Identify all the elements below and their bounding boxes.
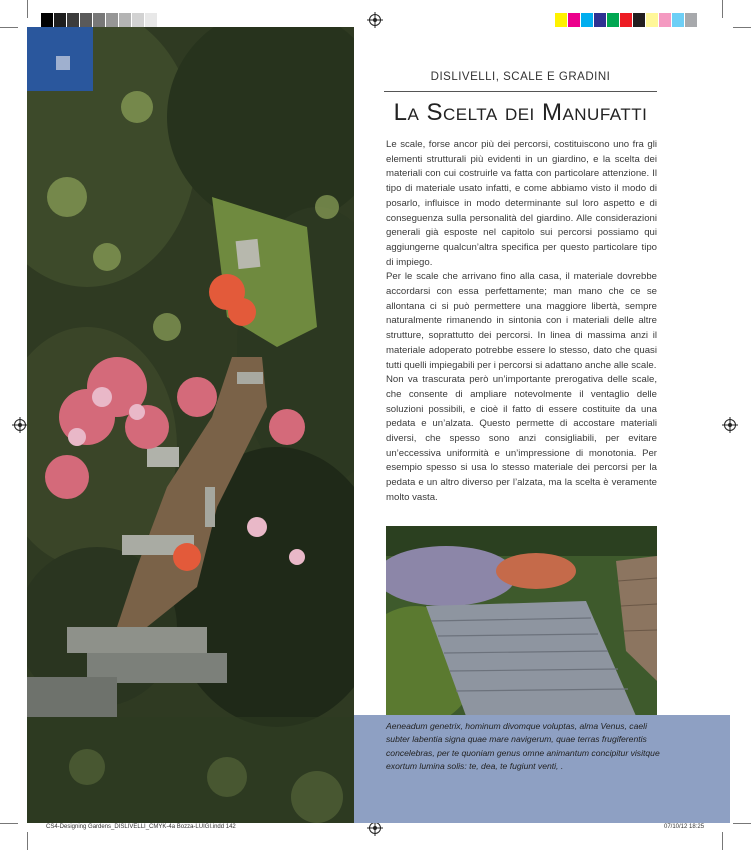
- heading-rule: [384, 91, 657, 92]
- color-swatch: [594, 13, 607, 27]
- color-calibration-bar: [555, 13, 698, 27]
- gray-swatch: [41, 13, 54, 27]
- crop-mark: [733, 823, 751, 824]
- article-body: [386, 138, 657, 506]
- crop-mark: [733, 27, 751, 28]
- gray-swatch: [93, 13, 106, 27]
- color-swatch: [633, 13, 646, 27]
- paragraph: Le scale, forse ancor più dei percorsi, costituiscono uno fra gli elementi strutturali più evidenti in un giardino, e la scelta dei materiali con cui costruirle va fatta con particolare attenzione. Il tipo di materiale usato infatti, e come abbiamo visto il modo di posarlo, influisce in modo determinante sul loro aspetto e di conseguenza sulla personalità del giardino. Alle considerazioni generali già esposte nel capitolo sui percorsi possiamo qui aggiungerne qualcun’altra specifica per questo particolare tipo di impiego.: [386, 139, 657, 268]
- footer-filename: CS4-Designing Gardens_DISLIVELLI_CMYK-4a Bozza-LUIGI.indd 142: [46, 824, 236, 830]
- stone-steps-photo: [386, 526, 657, 716]
- crop-mark: [722, 832, 723, 850]
- color-swatch: [672, 13, 685, 27]
- gray-swatch: [158, 13, 171, 27]
- color-swatch: [646, 13, 659, 27]
- chapter-tab-square: [56, 56, 70, 70]
- crop-mark: [0, 823, 18, 824]
- gray-swatch: [145, 13, 158, 27]
- gray-swatch: [106, 13, 119, 27]
- chapter-kicker: DISLIVELLI, SCALE E GRADINI: [430, 71, 611, 83]
- gray-swatch: [54, 13, 67, 27]
- crop-mark: [722, 0, 723, 18]
- gray-swatch: [80, 13, 93, 27]
- color-swatch: [620, 13, 633, 27]
- gray-swatch: [119, 13, 132, 27]
- color-swatch: [555, 13, 568, 27]
- crop-mark: [0, 27, 18, 28]
- color-swatch: [685, 13, 698, 27]
- registration-mark-bottom: [369, 822, 381, 834]
- chapter-tab: [27, 27, 93, 91]
- gray-swatch: [67, 13, 80, 27]
- registration-mark-left: [14, 419, 26, 431]
- color-swatch: [568, 13, 581, 27]
- page-title: La Scelta dei Manufatti: [393, 99, 648, 126]
- photo-caption: Aeneadum genetrix, hominum divomque voluptas, alma Venus, caeli subter labentia signa quae mare navigerum, quae terras frugiferentis concelebras, per te quoniam genus omne animantum concipitur visitque exortum lumina solis: te, dea, te fugiunt venti, .: [386, 721, 660, 772]
- gray-swatch: [132, 13, 145, 27]
- paragraph: Per le scale che arrivano fino alla casa, il materiale dovrebbe accordarsi con essa perfettamente; man mano che ce se allontana ci si può permettere una maggiore libertà, sempre naturalmente rimanendo in sintonia con i materiali delle altre strutture, soprattutto dei percorsi. In linea di massima anzi il materiale adoperato potrebbe essere lo stesso, dato che quasi tutti quelli impiegabili per i percorsi si adattano anche alle scale.: [386, 271, 657, 371]
- color-swatch: [607, 13, 620, 27]
- garden-stairs-photo: [27, 27, 354, 823]
- gray-calibration-bar: [41, 13, 171, 27]
- paragraph: Non va trascurata però un’importante prerogativa delle scale, che consente di ampliare notevolmente il ventaglio delle soluzioni possibili, e cioè il fatto di essere costituite da una pedata e un’alzata. Questo permette di accostare materiali diversi, che spesso sono anzi consigliabili, per evitare un’eccessiva uniformità e un’impressione di monotonia. Per esempio spesso si usa lo stesso materiale dei percorsi per la pedata e un altro diverso per l’alzata, ma la scelta è veramente molto vasta.: [386, 374, 657, 503]
- crop-mark: [27, 832, 28, 850]
- color-swatch: [659, 13, 672, 27]
- footer-timestamp: 07/10/12 18:25: [664, 824, 705, 830]
- registration-mark-right: [724, 419, 736, 431]
- crop-mark: [27, 0, 28, 18]
- registration-mark-top: [369, 14, 381, 26]
- color-swatch: [581, 13, 594, 27]
